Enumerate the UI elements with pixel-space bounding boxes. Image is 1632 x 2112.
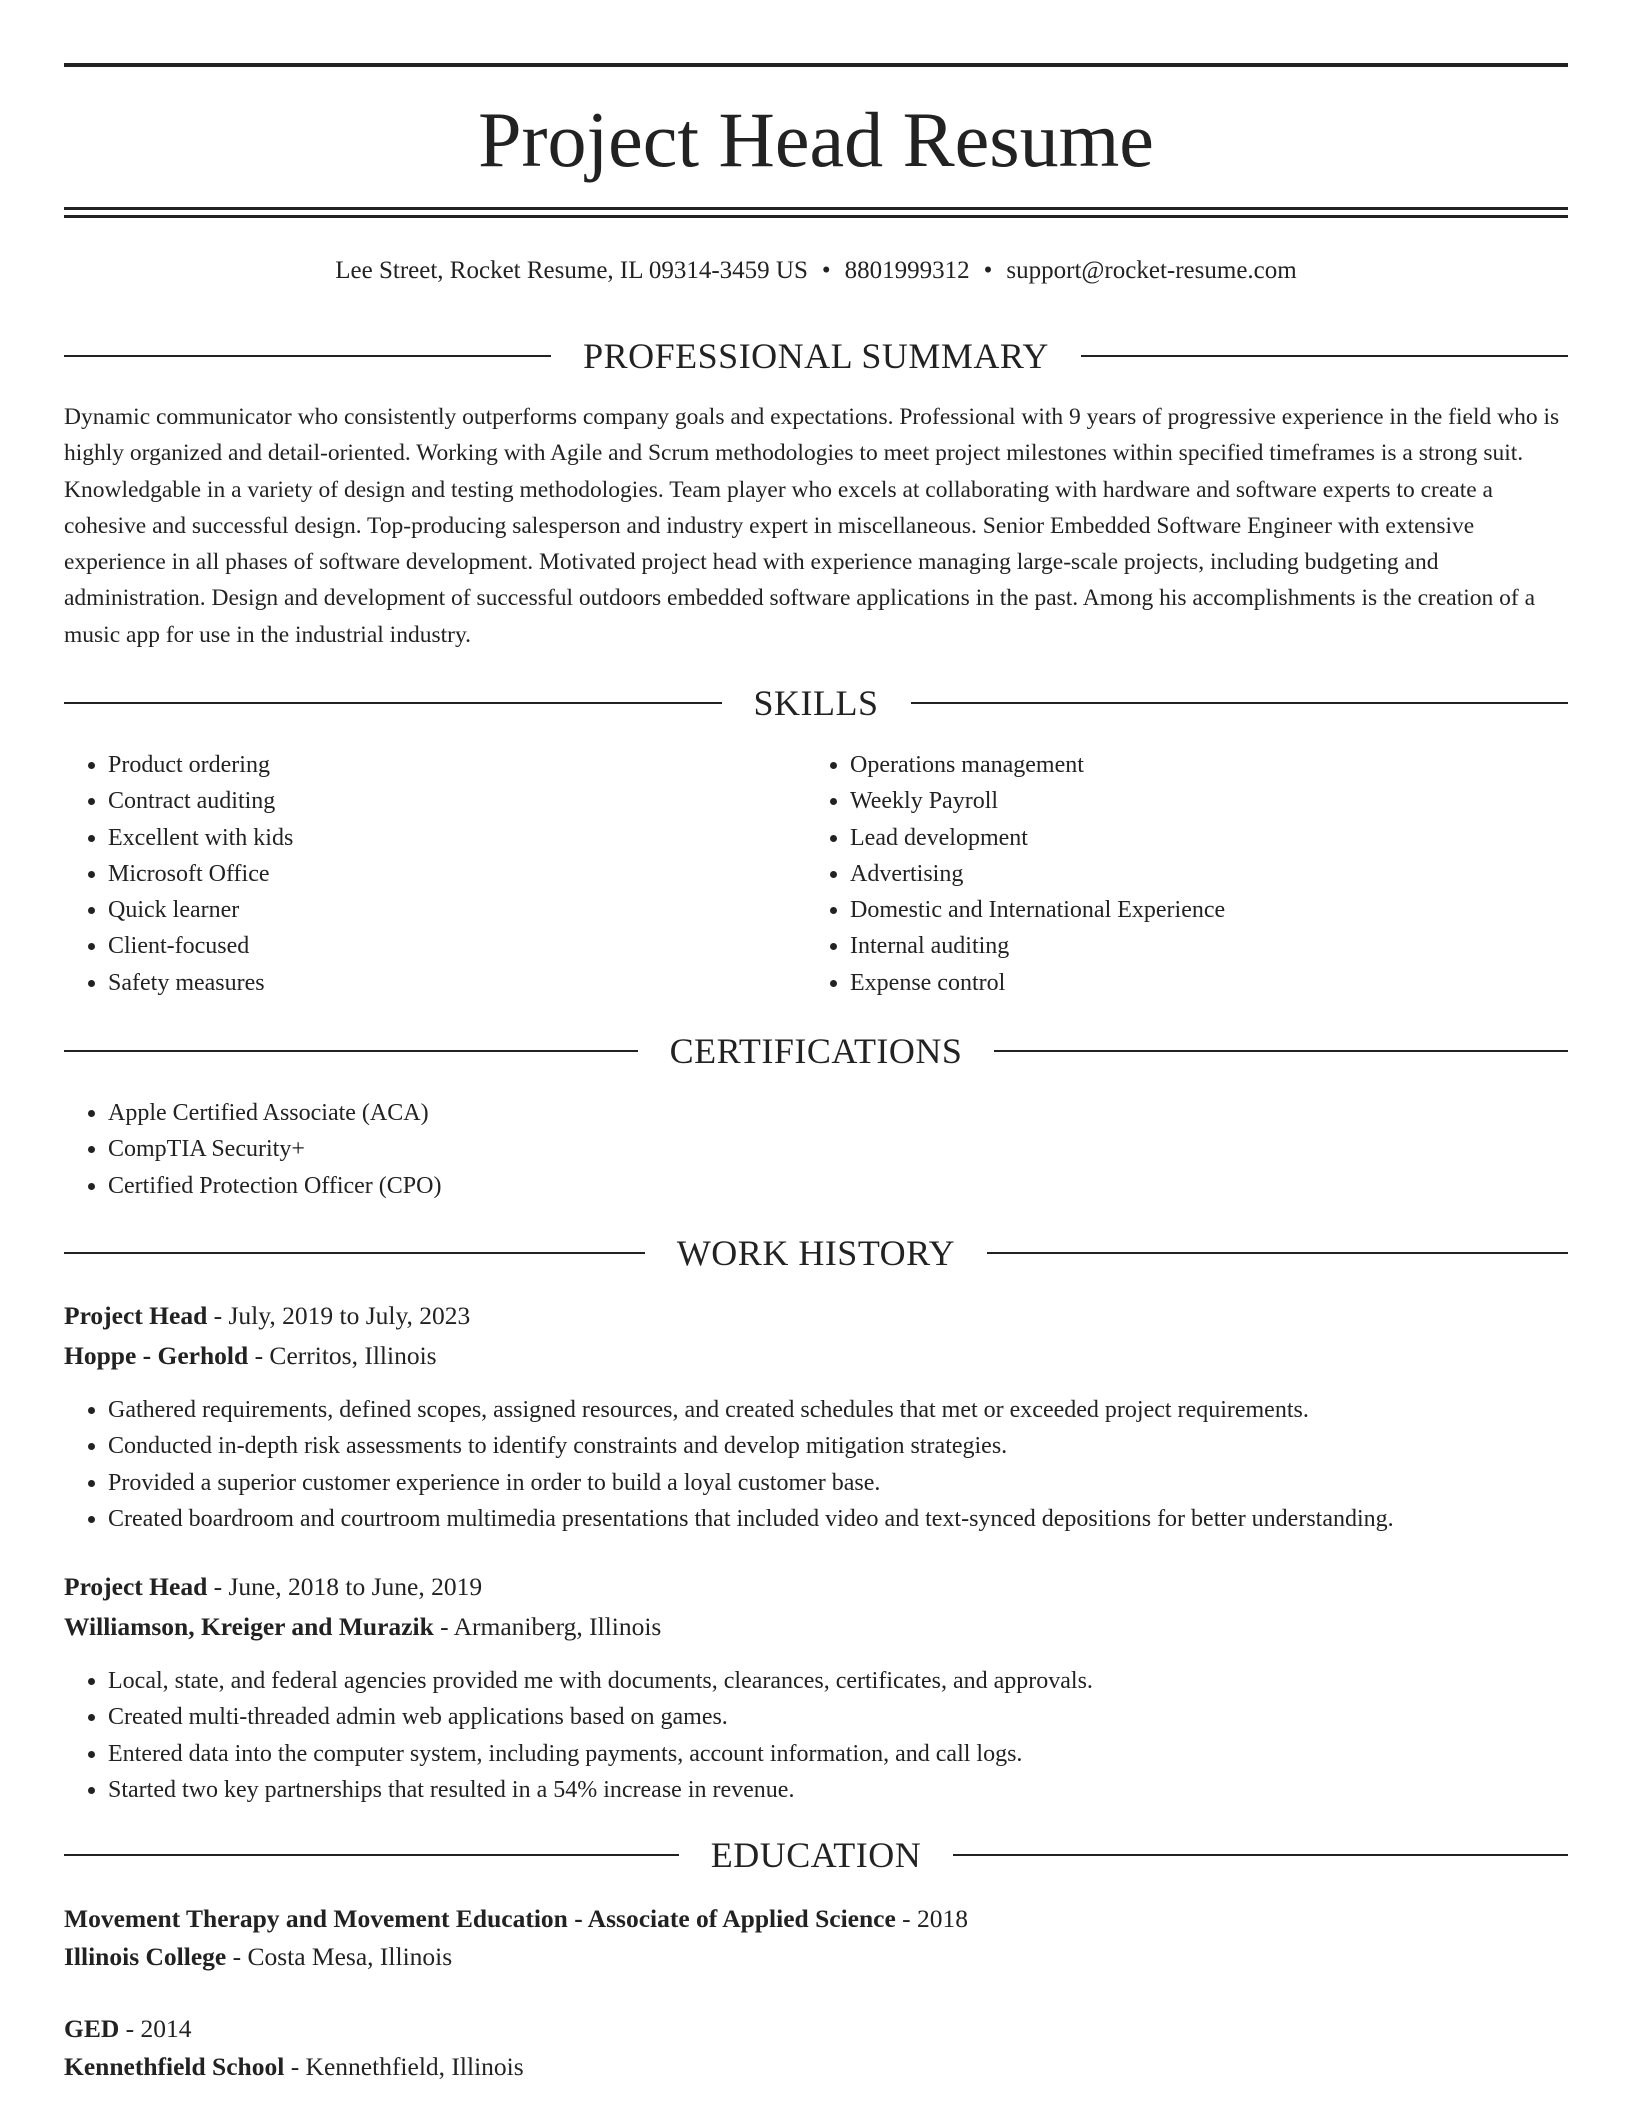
skill-item: • Lead development — [850, 820, 1590, 856]
title-rule-upper — [64, 207, 1568, 210]
resume-title: Project Head Resume — [478, 96, 1154, 183]
education-heading-label: EDUCATION — [710, 1835, 922, 1875]
summary-heading-label: PROFESSIONAL SUMMARY — [583, 336, 1049, 376]
job-location: - Cerritos, Illinois — [248, 1341, 437, 1370]
job-duties-list — [64, 1392, 1608, 1537]
education-school-line — [64, 1938, 452, 1976]
job-title: Project Head — [64, 1301, 208, 1330]
skill-item: • Domestic and International Experience — [850, 892, 1590, 928]
job-dates: - June, 2018 to June, 2019 — [207, 1572, 483, 1601]
contact-separator: • — [983, 257, 993, 284]
skill-item: • Microsoft Office — [108, 856, 808, 892]
certification-item: • Certified Protection Officer (CPO) — [108, 1168, 1588, 1204]
job-dates: - July, 2019 to July, 2023 — [207, 1301, 471, 1330]
skill-item: • Internal auditing — [850, 928, 1590, 964]
summary-text: Dynamic communicator who consistently outperforms company goals and expectations. Professional with 9 years of progressive experience in the field who is highly organized and detail-oriented. Working with Agile and Scrum methodologies to meet project milestones within specified timeframes is a strong suit. Knowledgable in a variety of design and testing methodologies. Team player who excels at collaborating with hardware and software experts to create a cohesive and successful design. Top-producing salesperson and industry expert in miscellaneous. Senior Embedded Software Engineer with extensive experience in all phases of software development. Motivated project head with experience managing large-scale projects, including budgeting and administration. Design and development of successful outdoors embedded software applications in the past. Among his accomplishments is the creation of a music app for use in the industrial industry. — [64, 404, 1560, 648]
contact-email: support@rocket-resume.com — [1006, 257, 1297, 284]
contact-address: Lee Street, Rocket Resume, IL 09314-3459 US — [335, 257, 808, 284]
job-duty: • Started two key partnerships that resulted in a 54% increase in revenue. — [108, 1772, 1608, 1808]
certification-item: • CompTIA Security+ — [108, 1131, 1588, 1167]
work-heading — [64, 1231, 1568, 1275]
certification-item: • Apple Certified Associate (ACA) — [108, 1095, 1588, 1131]
education-location: - Kennethfield, Illinois — [284, 2052, 524, 2081]
summary-heading — [64, 334, 1568, 378]
certifications-list — [64, 1095, 1588, 1204]
job-title-line — [64, 1297, 470, 1335]
certifications-heading — [64, 1029, 1568, 1073]
skill-item: • Weekly Payroll — [850, 783, 1590, 819]
job-title-line — [64, 1568, 482, 1606]
job-duty: • Created boardroom and courtroom multimedia presentations that included video and text-synced depositions for better understanding. — [108, 1501, 1608, 1537]
education-degree-line — [64, 1900, 968, 1938]
job-duty: • Local, state, and federal agencies provided me with documents, clearances, certificates, and approvals. — [108, 1663, 1608, 1699]
education-year: - 2014 — [119, 2014, 192, 2043]
heading-rule — [64, 702, 722, 704]
heading-rule — [64, 1854, 679, 1856]
certifications-heading-label: CERTIFICATIONS — [669, 1031, 963, 1071]
education-year: - 2018 — [895, 1904, 969, 1933]
job-employer-line — [64, 1337, 437, 1375]
skill-item: • Operations management — [850, 747, 1590, 783]
skill-item: • Excellent with kids — [108, 820, 808, 856]
heading-rule — [1081, 355, 1568, 357]
education-school: Illinois College — [64, 1942, 227, 1971]
education-degree-line — [64, 2010, 192, 2048]
job-duties-list — [64, 1663, 1608, 1808]
job-employer-line — [64, 1608, 661, 1646]
title-rule-lower — [64, 215, 1568, 218]
job-company: Hoppe - Gerhold — [64, 1341, 249, 1370]
skill-item: • Safety measures — [108, 965, 808, 1001]
skill-item: • Advertising — [850, 856, 1590, 892]
skills-heading-label: SKILLS — [753, 683, 879, 723]
job-duty: • Conducted in-depth risk assessments to identify constraints and develop mitigation strategies. — [108, 1428, 1608, 1464]
job-duty: • Entered data into the computer system, including payments, account information, and call logs. — [108, 1736, 1608, 1772]
skill-item: • Expense control — [850, 965, 1590, 1001]
education-school-line — [64, 2048, 524, 2086]
heading-rule — [64, 1252, 645, 1254]
skill-item: • Quick learner — [108, 892, 808, 928]
heading-rule — [953, 1854, 1568, 1856]
contact-line — [0, 254, 1632, 288]
heading-rule — [64, 1050, 638, 1052]
skill-item: • Product ordering — [108, 747, 808, 783]
job-title: Project Head — [64, 1572, 208, 1601]
job-duty: • Created multi-threaded admin web applications based on games. — [108, 1699, 1608, 1735]
skills-list-left — [64, 747, 808, 1001]
education-heading — [64, 1833, 1568, 1877]
education-location: - Costa Mesa, Illinois — [226, 1942, 453, 1971]
top-rule — [64, 63, 1568, 67]
job-company: Williamson, Kreiger and Murazik — [64, 1612, 434, 1641]
work-heading-label: WORK HISTORY — [676, 1233, 956, 1273]
job-duty: • Gathered requirements, defined scopes, assigned resources, and created schedules that met or exceeded project requirements. — [108, 1392, 1608, 1428]
skills-heading — [64, 681, 1568, 725]
job-location: - Armaniberg, Illinois — [433, 1612, 662, 1641]
contact-separator: • — [821, 257, 831, 284]
education-degree: GED — [64, 2014, 120, 2043]
heading-rule — [64, 355, 551, 357]
heading-rule — [911, 702, 1569, 704]
skill-item: • Client-focused — [108, 928, 808, 964]
heading-rule — [994, 1050, 1568, 1052]
job-duty: • Provided a superior customer experience in order to build a loyal customer base. — [108, 1465, 1608, 1501]
heading-rule — [987, 1252, 1568, 1254]
skills-list-right — [806, 747, 1590, 1001]
skill-item: • Contract auditing — [108, 783, 808, 819]
contact-phone: 8801999312 — [844, 257, 970, 284]
education-degree: Movement Therapy and Movement Education - Associate of Applied Science — [64, 1904, 896, 1933]
education-school: Kennethfield School — [64, 2052, 285, 2081]
